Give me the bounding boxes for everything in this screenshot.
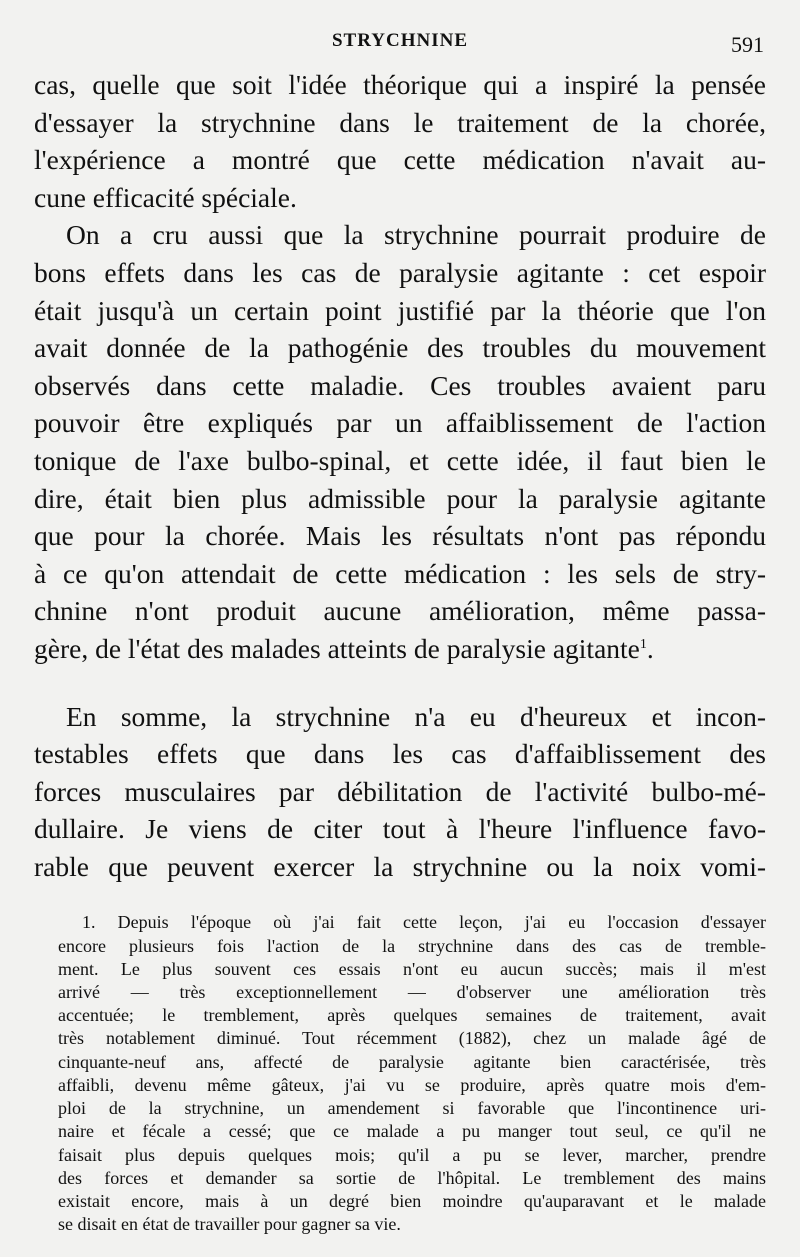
text-line: pouvoir être expliqués par un affaiblissement de l'action — [34, 407, 766, 439]
page-number: 591 — [731, 32, 764, 57]
footnote-line: naire et fécale a cessé; que ce malade a pu manger tout seul, ce qu'il ne — [58, 1121, 766, 1142]
footnote — [34, 911, 766, 1236]
paragraph-gap — [34, 668, 766, 698]
text-line: l'expérience a montré que cette médication n'avait au- — [34, 144, 766, 176]
footnote-line: affaibli, devenu même gâteux, j'ai vu se produire, après quatre mois d'em- — [58, 1074, 766, 1095]
paragraph-2 — [34, 216, 766, 667]
text-line: que pour la chorée. Mais les résultats n'ont pas répondu — [34, 520, 766, 552]
text-line: testables effets que dans les cas d'affaiblissement des — [34, 738, 766, 770]
paragraph-3 — [34, 698, 766, 886]
text-line: dire, était bien plus admissible pour la paralysie agitante — [34, 482, 766, 514]
text-line: avait donnée de la pathogénie des troubles du mouvement — [34, 332, 766, 364]
text-line: observés dans cette maladie. Ces troubles avaient paru — [34, 369, 766, 401]
footnote-line: existait encore, mais à un degré bien moindre qu'auparavant et le malade — [58, 1190, 766, 1211]
footnote-line: se disait en état de travailler pour gagner sa vie. — [58, 1214, 401, 1235]
paragraph-1 — [34, 66, 766, 216]
text-line: cune efficacité spéciale. — [34, 181, 297, 213]
text-line: dullaire. Je viens de citer tout à l'heure l'influence favo- — [34, 813, 766, 845]
text-line: rable que peuvent exercer la strychnine ou la noix vomi- — [34, 850, 766, 882]
text-line-content: gère, de l'état des malades atteints de paralysie agitante — [34, 632, 640, 664]
footnote-line: 1. Depuis l'époque où j'ai fait cette leçon, j'ai eu l'occasion d'essayer — [82, 912, 766, 933]
text-line: On a cru aussi que la strychnine pourrait produire de — [66, 219, 766, 251]
text-line: forces musculaires par débilitation de l'activité bulbo-mé- — [34, 775, 766, 807]
text-line: bons effets dans les cas de paralysie agitante : cet espoir — [34, 256, 766, 288]
footnote-line: accentuée; le tremblement, après quelques semaines de traitement, avait — [58, 1005, 766, 1026]
footnote-line: faisait plus depuis quelques mois; qu'il a pu se lever, marcher, prendre — [58, 1144, 766, 1165]
footnote-line: ment. Le plus souvent ces essais n'ont eu aucun succès; mais il m'est — [58, 958, 766, 979]
text-line: En somme, la strychnine n'a eu d'heureux et incon- — [66, 700, 766, 732]
text-line: tonique de l'axe bulbo-spinal, et cette idée, il faut bien le — [34, 444, 766, 476]
footnote-line: encore plusieurs fois l'action de la strychnine dans des cas de tremble- — [58, 935, 766, 956]
footnote-line: très notablement diminué. Tout récemment (1882), chez un malade âgé de — [58, 1028, 766, 1049]
footnote-line: cinquante-neuf ans, affecté de paralysie agitante bien caractérisée, très — [58, 1051, 766, 1072]
sentence-end: . — [646, 632, 654, 664]
footnote-line: arrivé — très exceptionnellement — d'observer une amélioration très — [58, 982, 766, 1003]
main-text — [34, 66, 766, 885]
text-line: cas, quelle que soit l'idée théorique qui a inspiré la pensée — [34, 69, 766, 100]
running-title: STRYCHNINE — [331, 30, 469, 51]
text-line: d'essayer la strychnine dans le traitement de la chorée, — [34, 106, 766, 138]
text-line: chnine n'ont produit aucune amélioration, même passa- — [34, 595, 766, 627]
text-line: à ce qu'on attendait de cette médication : les sels de stry- — [34, 557, 766, 589]
footnote-line: ploi de la strychnine, un amendement si favorable que l'incontinence uri- — [58, 1098, 766, 1119]
footnote-line: des forces et demander sa sortie de l'hôpital. Le tremblement des mains — [58, 1167, 766, 1188]
page-header — [34, 26, 766, 66]
footnote-reference: 1 — [639, 636, 647, 652]
text-line — [34, 630, 766, 668]
text-line: était jusqu'à un certain point justifié par la théorie que l'on — [34, 294, 766, 326]
